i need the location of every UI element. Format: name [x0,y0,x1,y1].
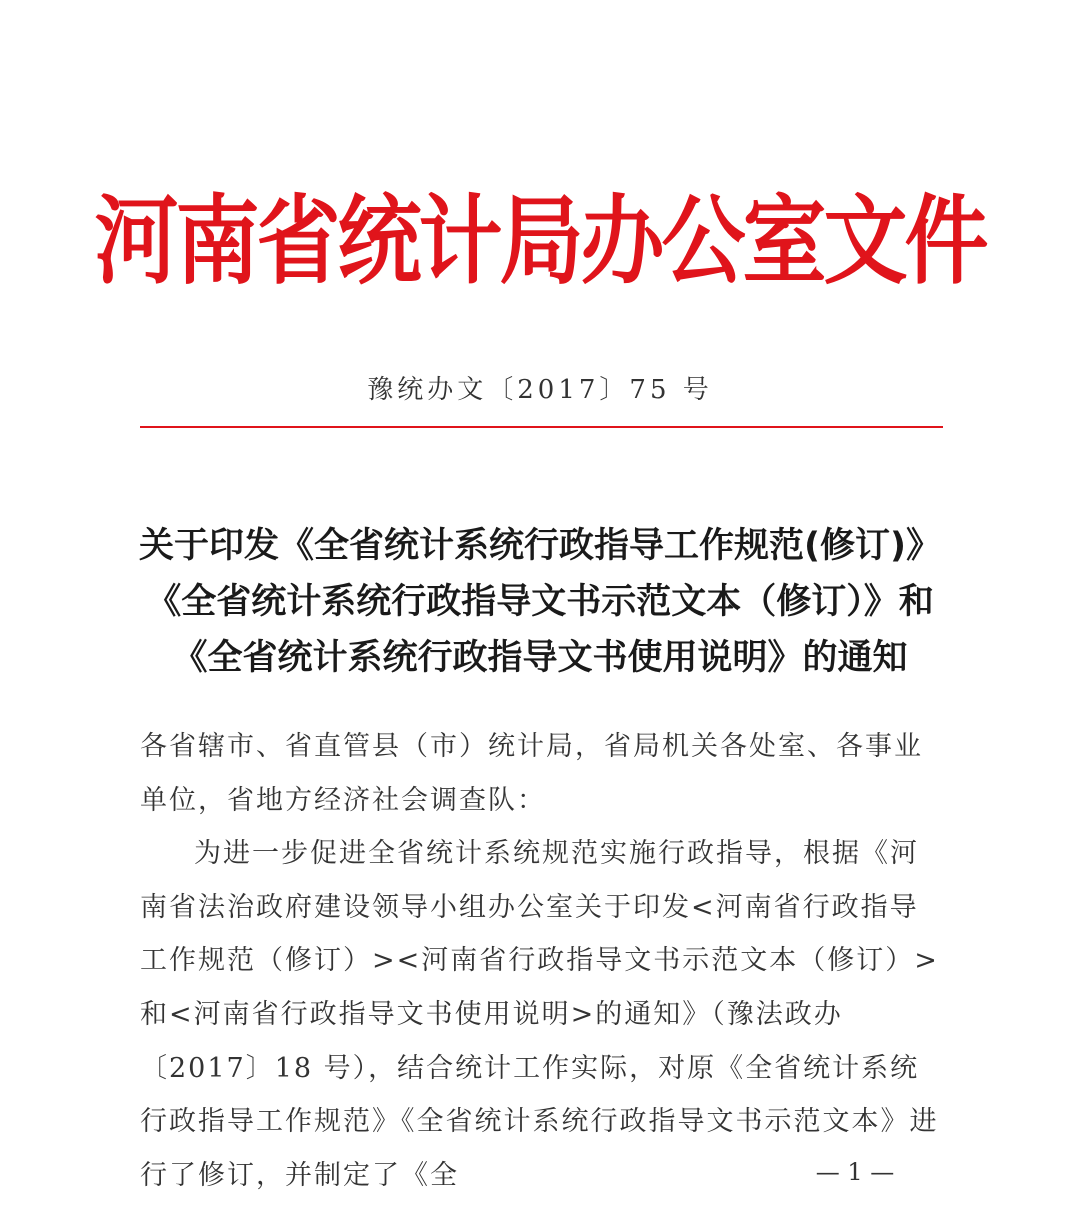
red-separator-line [140,426,943,428]
notice-body [140,720,944,1202]
notice-title-line-1: 关于印发《全省统计系统行政指导工作规范(修订)》 [139,526,941,566]
document-header-title: 河南省统计局办公室文件 [94,184,986,298]
addressee-paragraph: 各省辖市、省直管县（市）统计局，省局机关各处室、各事业单位，省地方经济社会调查队： [140,731,923,816]
notice-title-line-2: 《全省统计系统行政指导文书示范文本（修订）》和 [146,582,934,622]
body-paragraph: 为进一步促进全省统计系统规范实施行政指导，根据《河南省法治政府建设领导小组办公室关于印发<河南省行政指导工作规范（修订）><河南省行政指导文书示范文本（修订）>和<河南省行政指导文书使用说明>的通知》（豫法政办〔2017〕18 号），结合统计工作实际，对原《全省统计系统行政指导工作规范》《全省统计系统行政指导文书示范文本》进行了修订，并制定了《全 [140,838,939,1191]
notice-title [130,518,950,686]
document-number: 豫统办文〔2017〕75 号 [367,375,713,405]
page-number: — 1 — [815,1158,895,1186]
notice-title-line-3: 《全省统计系统行政指导文书使用说明》的通知 [172,638,908,678]
